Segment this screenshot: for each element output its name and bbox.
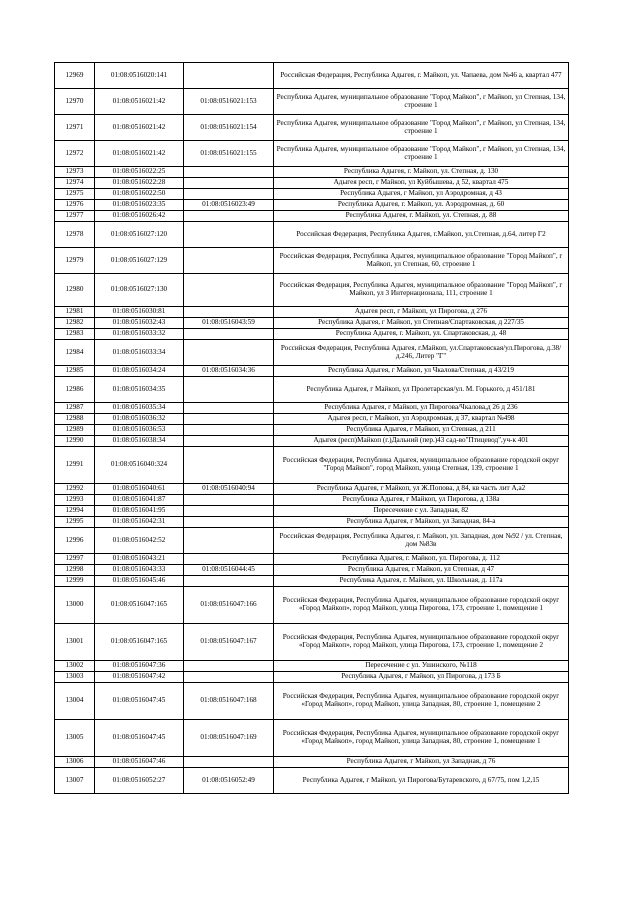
address-cell: Республика Адыгея, г Майкоп, ул Пролетарская/ул. М. Горького, д 451/181 — [274, 377, 569, 403]
row-number-cell: 13000 — [55, 587, 95, 624]
address-cell: Адыгея респ, г Майкоп, ул Куйбышева, д 52, квартал 475 — [274, 178, 569, 189]
table-row — [55, 554, 569, 565]
table-row — [55, 683, 569, 720]
related-cadastral-cell — [184, 274, 274, 307]
row-number-cell: 12987 — [55, 403, 95, 414]
row-number-cell: 12974 — [55, 178, 95, 189]
related-cadastral-cell: 01:08:0516021:154 — [184, 115, 274, 141]
address-cell: Республика Адыгея, г Майкоп, ул Западная, д 76 — [274, 757, 569, 768]
cadastral-number-cell: 01:08:0516042:52 — [95, 528, 184, 554]
cadastral-number-cell: 01:08:0516034:24 — [95, 366, 184, 377]
row-number-cell: 13003 — [55, 672, 95, 683]
related-cadastral-cell — [184, 307, 274, 318]
related-cadastral-cell — [184, 528, 274, 554]
address-cell: Республика Адыгея, г Майкоп, ул Степная/Спартаковская, д 227/35 — [274, 318, 569, 329]
address-cell: Российская Федерация, Республика Адыгея, г.Майкоп, ул.Спартаковская/ул.Пирогова, д.38/д.246, Литер "Г" — [274, 340, 569, 366]
cadastral-number-cell: 01:08:0516033:34 — [95, 340, 184, 366]
related-cadastral-cell — [184, 248, 274, 274]
table-row — [55, 222, 569, 248]
row-number-cell: 12991 — [55, 447, 95, 484]
row-number-cell: 13002 — [55, 661, 95, 672]
address-cell: Республика Адыгея, муниципальное образование "Город Майкоп", г Майкоп, ул Степная, 134, строение 1 — [274, 115, 569, 141]
row-number-cell: 12993 — [55, 495, 95, 506]
related-cadastral-cell — [184, 189, 274, 200]
address-cell: Республика Адыгея, г Майкоп, ул Степная, д 211 — [274, 425, 569, 436]
cadastral-number-cell: 01:08:0516030:81 — [95, 307, 184, 318]
related-cadastral-cell — [184, 403, 274, 414]
row-number-cell: 12981 — [55, 307, 95, 318]
address-cell: Адыгея респ, г Майкоп, ул Аэродромная, д 37, квартал №498 — [274, 414, 569, 425]
cadastral-number-cell: 01:08:0516047:165 — [95, 624, 184, 661]
address-cell: Республика Адыгея, муниципальное образование "Город Майкоп", г Майкоп, ул Степная, 134, строение 1 — [274, 141, 569, 167]
address-cell: Республика Адыгея, г Майкоп, ул Пирогова/Чкалова,д 26 д 236 — [274, 403, 569, 414]
table-row — [55, 211, 569, 222]
related-cadastral-cell — [184, 377, 274, 403]
table-row — [55, 484, 569, 495]
cadastral-number-cell: 01:08:0516041:95 — [95, 506, 184, 517]
address-cell: Республика Адыгея, г. Майкоп, ул. Школьная, д. 117а — [274, 576, 569, 587]
related-cadastral-cell — [184, 63, 274, 89]
row-number-cell: 12984 — [55, 340, 95, 366]
table-row — [55, 403, 569, 414]
table-row — [55, 377, 569, 403]
cadastral-number-cell: 01:08:0516040:61 — [95, 484, 184, 495]
address-cell: Республика Адыгея, г. Майкоп, ул. Степная, д. 130 — [274, 167, 569, 178]
cadastral-number-cell: 01:08:0516021:42 — [95, 89, 184, 115]
related-cadastral-cell — [184, 506, 274, 517]
related-cadastral-cell — [184, 672, 274, 683]
cadastral-number-cell: 01:08:0516043:33 — [95, 565, 184, 576]
row-number-cell: 12988 — [55, 414, 95, 425]
address-cell: Республика Адыгея, г Майкоп, ул Аэродромная, д 43 — [274, 189, 569, 200]
cadastral-number-cell: 01:08:0516047:45 — [95, 683, 184, 720]
row-number-cell: 12979 — [55, 248, 95, 274]
row-number-cell: 12998 — [55, 565, 95, 576]
related-cadastral-cell: 01:08:0516021:153 — [184, 89, 274, 115]
table-row — [55, 340, 569, 366]
row-number-cell: 12986 — [55, 377, 95, 403]
related-cadastral-cell: 01:08:0516047:167 — [184, 624, 274, 661]
cadastral-number-cell: 01:08:0516040:324 — [95, 447, 184, 484]
related-cadastral-cell: 01:08:0516044:45 — [184, 565, 274, 576]
cadastral-number-cell: 01:08:0516047:42 — [95, 672, 184, 683]
row-number-cell: 13005 — [55, 720, 95, 757]
related-cadastral-cell — [184, 436, 274, 447]
table-row — [55, 447, 569, 484]
row-number-cell: 12971 — [55, 115, 95, 141]
address-cell: Адыгея (респ)Майкоп (г.)Дальний (пер.)43 сад-во"Птицевод",уч-к 401 — [274, 436, 569, 447]
table-row — [55, 318, 569, 329]
cadastral-number-cell: 01:08:0516052:27 — [95, 768, 184, 794]
address-cell: Республика Адыгея, г. Майкоп, ул. Степная, д. 88 — [274, 211, 569, 222]
cadastral-number-cell: 01:08:0516023:35 — [95, 200, 184, 211]
related-cadastral-cell — [184, 167, 274, 178]
row-number-cell: 12990 — [55, 436, 95, 447]
address-cell: Республика Адыгея, г. Майкоп, ул. Спартаковская, д. 48 — [274, 329, 569, 340]
related-cadastral-cell: 01:08:0516034:36 — [184, 366, 274, 377]
address-cell: Республика Адыгея, г Майкоп, ул Пирогова, д 173 Б — [274, 672, 569, 683]
row-number-cell: 12992 — [55, 484, 95, 495]
cadastral-number-cell: 01:08:0516020:141 — [95, 63, 184, 89]
row-number-cell: 12989 — [55, 425, 95, 436]
table-row — [55, 89, 569, 115]
address-cell: Российская Федерация, Республика Адыгея, муниципальное образование городской округ «Город Майкоп», город Майкоп, улица Западная, 80, строение 1, помещение 1 — [274, 720, 569, 757]
table-row — [55, 167, 569, 178]
table-row — [55, 274, 569, 307]
address-cell: Республика Адыгея, г Майкоп, ул Западная, 84-а — [274, 517, 569, 528]
address-cell: Российская Федерация, Республика Адыгея, г. Майкоп, ул. Чапаева, дом №46 а, квартал 477 — [274, 63, 569, 89]
related-cadastral-cell — [184, 554, 274, 565]
address-cell: Российская Федерация, Республика Адыгея, муниципальное образование городской округ «Город Майкоп», город Майкоп, улица Западная, 80, строение 1, помещение 2 — [274, 683, 569, 720]
cadastral-number-cell: 01:08:0516043:21 — [95, 554, 184, 565]
address-cell: Пересечение с ул. Ушинского, №118 — [274, 661, 569, 672]
row-number-cell: 12985 — [55, 366, 95, 377]
row-number-cell: 12994 — [55, 506, 95, 517]
row-number-cell: 12976 — [55, 200, 95, 211]
cadastral-number-cell: 01:08:0516021:42 — [95, 141, 184, 167]
address-cell: Российская Федерация, Республика Адыгея, г. Майкоп, ул. Западная, дом №92 / ул. Степная, дом №83в — [274, 528, 569, 554]
related-cadastral-cell: 01:08:0516047:166 — [184, 587, 274, 624]
address-cell: Республика Адыгея, г Майкоп, ул Чкалова/Степная, д 43/219 — [274, 366, 569, 377]
address-cell: Республика Адыгея, г Майкоп, ул Пирогова, д 138а — [274, 495, 569, 506]
related-cadastral-cell — [184, 495, 274, 506]
address-cell: Республика Адыгея, г. Майкоп, ул. Пирогова, д. 112 — [274, 554, 569, 565]
table-row — [55, 565, 569, 576]
cadastral-number-cell: 01:08:0516047:36 — [95, 661, 184, 672]
table-row — [55, 200, 569, 211]
related-cadastral-cell — [184, 425, 274, 436]
address-cell: Российская Федерация, Республика Адыгея, муниципальное образование "Город Майкоп", г Майкоп, ул 3 Интернационала, 111, строение 1 — [274, 274, 569, 307]
related-cadastral-cell — [184, 414, 274, 425]
row-number-cell: 13004 — [55, 683, 95, 720]
row-number-cell: 12973 — [55, 167, 95, 178]
related-cadastral-cell — [184, 661, 274, 672]
cadastral-number-cell: 01:08:0516036:53 — [95, 425, 184, 436]
row-number-cell: 12995 — [55, 517, 95, 528]
address-cell: Российская Федерация, Республика Адыгея, г.Майкоп, ул.Степная, д.64, литер Г2 — [274, 222, 569, 248]
row-number-cell: 12996 — [55, 528, 95, 554]
address-cell: Республика Адыгея, г. Майкоп, ул. Аэродромная, д. 60 — [274, 200, 569, 211]
related-cadastral-cell: 01:08:0516047:168 — [184, 683, 274, 720]
table-row — [55, 141, 569, 167]
cadastral-number-cell: 01:08:0516027:129 — [95, 248, 184, 274]
table-row — [55, 495, 569, 506]
cadastral-number-cell: 01:08:0516022:25 — [95, 167, 184, 178]
cadastral-number-cell: 01:08:0516033:32 — [95, 329, 184, 340]
row-number-cell: 12983 — [55, 329, 95, 340]
row-number-cell: 12980 — [55, 274, 95, 307]
row-number-cell: 13001 — [55, 624, 95, 661]
table-row — [55, 366, 569, 377]
cadastral-number-cell: 01:08:0516035:34 — [95, 403, 184, 414]
row-number-cell: 12975 — [55, 189, 95, 200]
table-row — [55, 587, 569, 624]
related-cadastral-cell — [184, 178, 274, 189]
row-number-cell: 13007 — [55, 768, 95, 794]
related-cadastral-cell: 01:08:0516023:49 — [184, 200, 274, 211]
table-row — [55, 624, 569, 661]
table-row — [55, 506, 569, 517]
address-cell: Республика Адыгея, г Майкоп, ул Пирогова/Бутаревского, д 67/75, пом 1,2,15 — [274, 768, 569, 794]
table-row — [55, 178, 569, 189]
address-cell: Республика Адыгея, г Майкоп, ул Степная, д 47 — [274, 565, 569, 576]
row-number-cell: 12982 — [55, 318, 95, 329]
related-cadastral-cell — [184, 329, 274, 340]
related-cadastral-cell: 01:08:0516052:49 — [184, 768, 274, 794]
table-row — [55, 528, 569, 554]
table-row — [55, 757, 569, 768]
cadastral-number-cell: 01:08:0516047:45 — [95, 720, 184, 757]
address-cell: Республика Адыгея, г Майкоп, ул Ж.Попова, д 84, кв часть лит А,а2 — [274, 484, 569, 495]
address-cell: Адыгея респ, г Майкоп, ул Пирогова, д 276 — [274, 307, 569, 318]
cadastral-number-cell: 01:08:0516034:35 — [95, 377, 184, 403]
cadastral-number-cell: 01:08:0516045:46 — [95, 576, 184, 587]
cadastral-number-cell: 01:08:0516042:31 — [95, 517, 184, 528]
row-number-cell: 13006 — [55, 757, 95, 768]
address-cell: Российская Федерация, Республика Адыгея, муниципальное образование городской округ «Город Майкоп», город Майкоп, улица Пирогова, 173, строение 1, помещение 2 — [274, 624, 569, 661]
cadastral-number-cell: 01:08:0516026:42 — [95, 211, 184, 222]
registry-table-body — [55, 63, 569, 794]
address-cell: Пересечение с ул. Западная, 82 — [274, 506, 569, 517]
cadastral-number-cell: 01:08:0516027:120 — [95, 222, 184, 248]
address-cell: Российская Федерация, Республика Адыгея, муниципальное образование городской округ "Город Майкоп", город Майкоп, улица Степная, 139, строение 1 — [274, 447, 569, 484]
table-row — [55, 436, 569, 447]
table-row — [55, 307, 569, 318]
row-number-cell: 12972 — [55, 141, 95, 167]
table-row — [55, 115, 569, 141]
table-row — [55, 63, 569, 89]
cadastral-number-cell: 01:08:0516022:50 — [95, 189, 184, 200]
table-row — [55, 189, 569, 200]
related-cadastral-cell — [184, 517, 274, 528]
table-row — [55, 329, 569, 340]
cadastral-number-cell: 01:08:0516022:28 — [95, 178, 184, 189]
cadastral-number-cell: 01:08:0516047:165 — [95, 587, 184, 624]
table-row — [55, 672, 569, 683]
table-row — [55, 248, 569, 274]
related-cadastral-cell — [184, 757, 274, 768]
cadastral-number-cell: 01:08:0516036:32 — [95, 414, 184, 425]
related-cadastral-cell: 01:08:0516040:94 — [184, 484, 274, 495]
row-number-cell: 12970 — [55, 89, 95, 115]
cadastral-number-cell: 01:08:0516041:87 — [95, 495, 184, 506]
address-cell: Российская Федерация, Республика Адыгея, муниципальное образование "Город Майкоп", г Майкоп, ул Степная, 60, строение 1 — [274, 248, 569, 274]
row-number-cell: 12999 — [55, 576, 95, 587]
related-cadastral-cell — [184, 222, 274, 248]
cadastral-number-cell: 01:08:0516038:34 — [95, 436, 184, 447]
related-cadastral-cell: 01:08:0516043:59 — [184, 318, 274, 329]
row-number-cell: 12969 — [55, 63, 95, 89]
table-row — [55, 661, 569, 672]
related-cadastral-cell — [184, 447, 274, 484]
related-cadastral-cell: 01:08:0516047:169 — [184, 720, 274, 757]
table-row — [55, 517, 569, 528]
cadastral-number-cell: 01:08:0516027:130 — [95, 274, 184, 307]
related-cadastral-cell — [184, 576, 274, 587]
related-cadastral-cell: 01:08:0516021:155 — [184, 141, 274, 167]
address-cell: Республика Адыгея, муниципальное образование "Город Майкоп", г Майкоп, ул Степная, 134, строение 1 — [274, 89, 569, 115]
row-number-cell: 12997 — [55, 554, 95, 565]
table-row — [55, 576, 569, 587]
table-row — [55, 768, 569, 794]
table-row — [55, 720, 569, 757]
address-cell: Российская Федерация, Республика Адыгея, муниципальное образование городской округ «Город Майкоп», город Майкоп, улица Пирогова, 173, строение 1, помещение 1 — [274, 587, 569, 624]
table-row — [55, 414, 569, 425]
related-cadastral-cell — [184, 211, 274, 222]
registry-table — [54, 62, 569, 794]
row-number-cell: 12978 — [55, 222, 95, 248]
table-row — [55, 425, 569, 436]
row-number-cell: 12977 — [55, 211, 95, 222]
cadastral-number-cell: 01:08:0516047:46 — [95, 757, 184, 768]
related-cadastral-cell — [184, 340, 274, 366]
cadastral-number-cell: 01:08:0516032:43 — [95, 318, 184, 329]
cadastral-number-cell: 01:08:0516021:42 — [95, 115, 184, 141]
